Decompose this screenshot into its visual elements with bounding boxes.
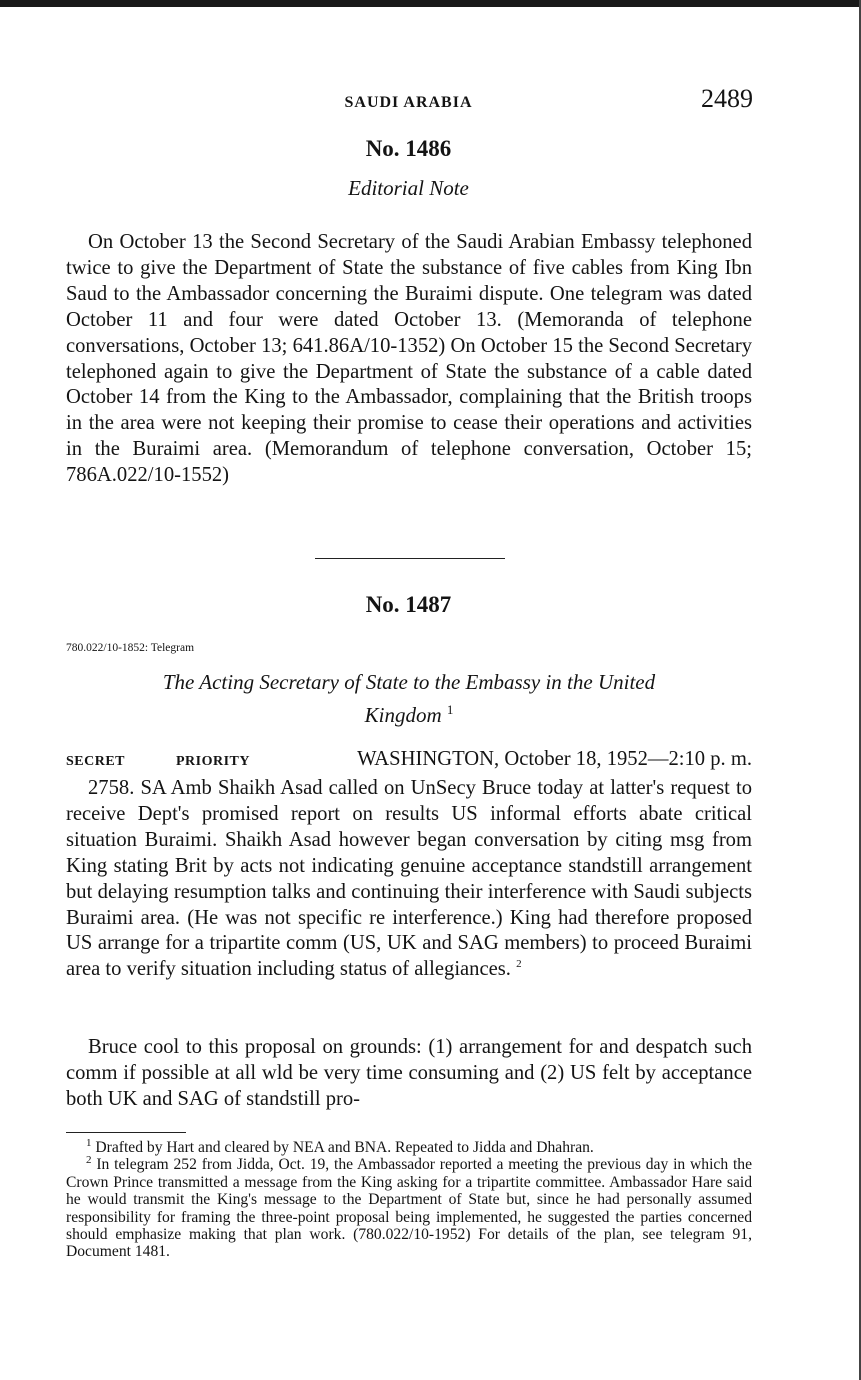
telegram-paragraph-1	[66, 776, 752, 983]
priority: PRIORITY	[176, 754, 251, 769]
telegram-paragraph-2: Bruce cool to this proposal on grounds: (1) arrangement for and despatch such comm if possible at all wld be very time consuming and (2) US felt by acceptance both UK and SAG of standstill pro-	[66, 1036, 752, 1110]
document-title	[66, 668, 752, 729]
section-divider	[315, 558, 505, 559]
footnote-ref-1: 1	[446, 702, 454, 717]
telegram-paragraph-1-text: 2758. SA Amb Shaikh Asad called on UnSecy Bruce today at latter's request to receive Dept's promised report on results US informal efforts abate critical situation Buraimi. Shaikh Asad however began conversation by citing msg from King stating Brit by acts not indicating genuine acceptance standstill arrangement but delaying resumption talks and continuing their interference with Saudi subjects Buraimi area. (He was not specific re interference.) King had therefore proposed US arrange for a tripartite comm (US, UK and SAG members) to proceed Buraimi area to verify situation including status of allegiances.	[66, 777, 752, 981]
footnote-1-mark: 1	[86, 1136, 92, 1149]
place-date	[357, 748, 752, 771]
running-head: SAUDI ARABIA	[344, 94, 473, 111]
document-title-line-2-text: Kingdom	[364, 703, 442, 727]
footnote-2	[66, 1156, 752, 1260]
footnote-ref-2: 2	[516, 958, 522, 971]
date: , October 18, 1952—2:10 p. m.	[494, 748, 752, 770]
footnote-2-text: In telegram 252 from Jidda, Oct. 19, the Ambassador reported a meeting the previous day in which the Crown Prince transmitted a message from the King asking for a tripartite committee. Ambassador Hare said he would transmit the King's message to the Department of State but, since he had personally assumed responsibility for framing the three-point proposal being implemented, he suggested the parties concerned should emphasize making that plan work. (780.022/10-1952) For details of the plan, see telegram 91, Document 1481.	[66, 1156, 752, 1261]
page-number: 2489	[701, 84, 753, 113]
classification: SECRET	[66, 754, 126, 769]
footnotes	[66, 1136, 752, 1261]
document-title-line-1: The Acting Secretary of State to the Embassy in the United	[162, 670, 656, 694]
footnote-1	[66, 1136, 752, 1156]
document-number-1487: No. 1487	[365, 592, 452, 617]
document-number-1486: No. 1486	[365, 136, 452, 161]
footnote-1-text: Drafted by Hart and cleared by NEA and BNA. Repeated to Jidda and Dhahran.	[95, 1139, 594, 1156]
document-title-line-2	[66, 696, 752, 729]
footnote-2-mark: 2	[86, 1154, 92, 1167]
footnote-divider	[66, 1132, 186, 1133]
dateline	[66, 748, 752, 771]
file-reference: 780.022/10-1852: Telegram	[66, 642, 195, 654]
place: WASHINGTON	[357, 748, 495, 770]
editorial-note-body: On October 13 the Second Secretary of the Saudi Arabian Embassy telephoned twice to give the Department of State the substance of five cables from King Ibn Saud to the Ambassador concerning the Buraimi dispute. One telegram was dated October 11 and four were dated October 13. (Memoranda of telephone conversations, October 13; 641.86A/10-1352) On October 15 the Second Secretary telephoned again to give the Department of State the substance of a cable dated October 14 from the King to the Ambassador, complaining that the British troops in the area were not keeping their promise to cease their operations and activities in the Buraimi area. (Memorandum of telephone conversation, October 15; 786A.022/10-1552)	[66, 231, 752, 487]
editorial-note-heading: Editorial Note	[348, 176, 469, 200]
page-top-border	[0, 0, 861, 7]
